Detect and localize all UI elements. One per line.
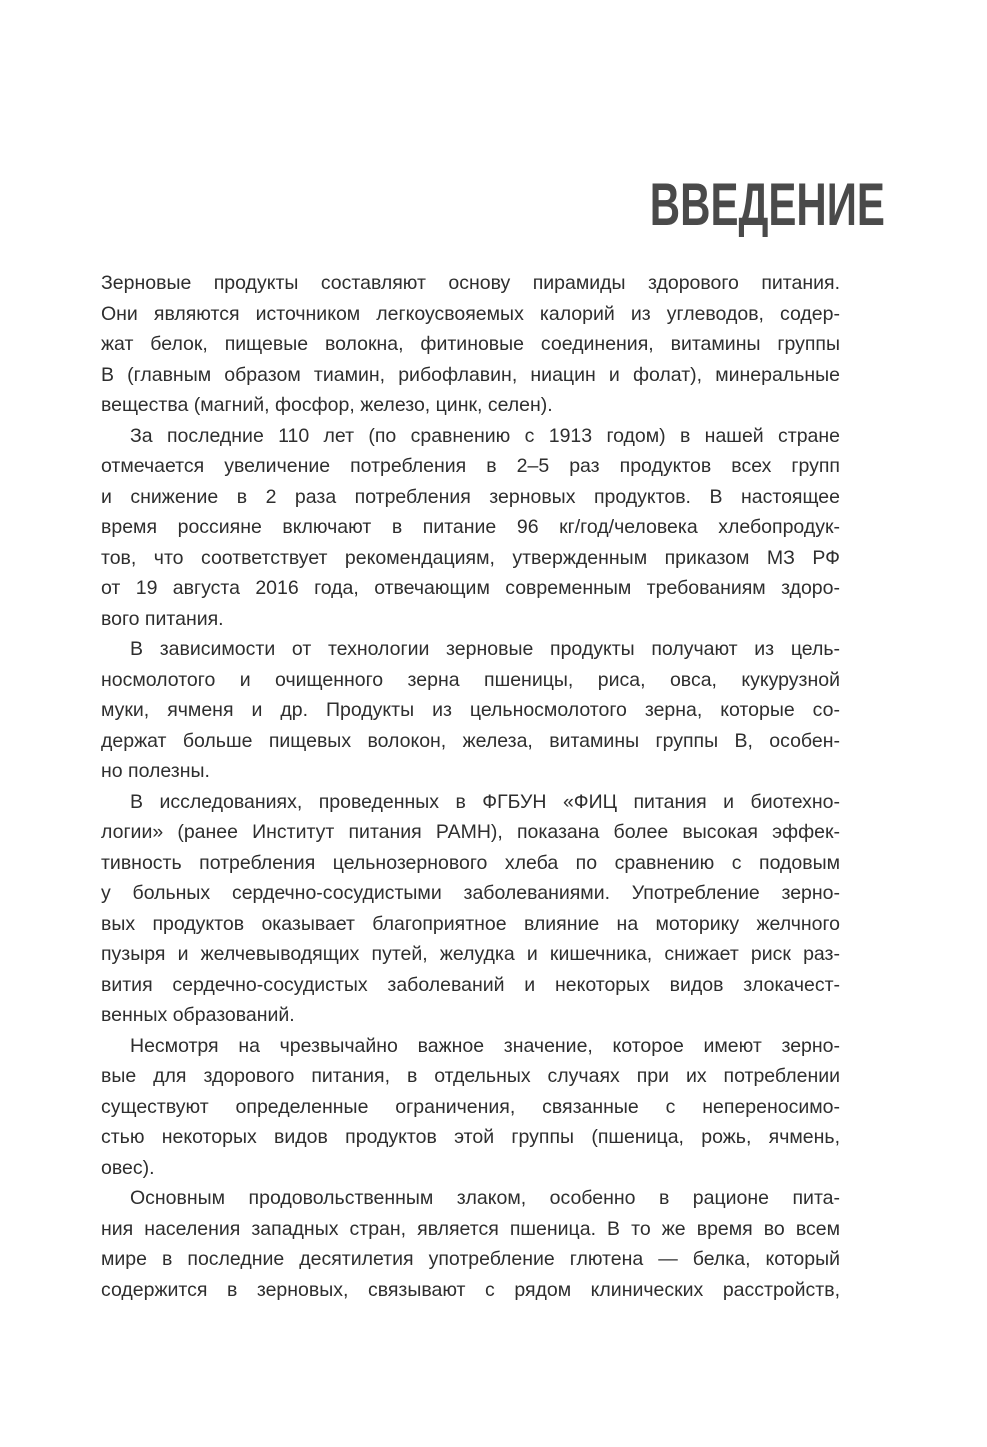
paragraph <box>101 1183 840 1305</box>
paragraph <box>101 787 840 1031</box>
text-line: время россияне включают в питание 96 кг/год/человека хлебопродук- <box>101 516 840 538</box>
text-line: венных образований. <box>101 1004 295 1026</box>
text-line: вития сердечно-сосудистых заболеваний и некоторых видов злокачест- <box>101 973 840 996</box>
text-line: Несмотря на чрезвычайно важное значение, которое имеют зерно- <box>130 1034 840 1057</box>
text-line: у больных сердечно-сосудистыми заболеваниями. Употребление зерно- <box>101 882 840 904</box>
chapter-title: ВВЕДЕНИЕ <box>649 171 885 238</box>
text-line: вых продуктов оказывает благоприятное влияние на моторику желчного <box>101 912 840 935</box>
text-line: и снижение в 2 раза потребления зерновых продуктов. В настоящее <box>101 485 840 508</box>
text-line: муки, ячменя и др. Продукты из цельносмолотого зерна, которые со- <box>101 699 840 721</box>
text-line: отмечается увеличение потребления в 2–5 раз продуктов всех групп <box>101 455 840 477</box>
text-line: овес). <box>101 1156 155 1179</box>
text-line: Основным продовольственным злаком, особенно в рационе пита- <box>130 1187 840 1209</box>
text-line: содержится в зерновых, связывают с рядом клинических расстройств, <box>101 1278 840 1301</box>
text-line: вого питания. <box>101 607 224 630</box>
paragraph <box>101 634 840 787</box>
text-line: За последние 110 лет (по сравнению с 1913 годом) в нашей стране <box>130 424 840 447</box>
paragraph <box>101 268 840 421</box>
text-line: вещества (магний, фосфор, железо, цинк, селен). <box>101 394 553 416</box>
text-line: Они являются источником легкоусвояемых калорий из углеводов, содер- <box>101 302 840 325</box>
text-line: вые для здорового питания, в отдельных случаях при их потреблении <box>101 1065 840 1087</box>
text-line: тов, что соответствует рекомендациям, утвержденным приказом МЗ РФ <box>101 546 840 569</box>
text-line: носмолотого и очищенного зерна пшеницы, риса, овса, кукурузной <box>101 668 840 691</box>
text-line: ния населения западных стран, является пшеница. В то же время во всем <box>101 1217 840 1240</box>
text-line: но полезны. <box>101 760 210 782</box>
text-line: В (главным образом тиамин, рибофлавин, ниацин и фолат), минеральные <box>101 363 840 386</box>
body-text <box>101 268 840 1305</box>
text-line: тивность потребления цельнозернового хлеба по сравнению с подовым <box>101 851 840 874</box>
paragraph <box>101 421 840 635</box>
text-line: держат больше пищевых волокон, железа, витамины группы В, особен- <box>101 729 840 752</box>
text-line: логии» (ранее Институт питания РАМН), показана более высокая эффек- <box>101 821 840 843</box>
text-line: стью некоторых видов продуктов этой группы (пшеница, рожь, ячмень, <box>101 1126 840 1148</box>
paragraph <box>101 1031 840 1184</box>
text-line: В зависимости от технологии зерновые продукты получают из цель- <box>130 638 840 660</box>
text-line: мире в последние десятилетия употребление глютена — белка, который <box>101 1248 840 1270</box>
text-line: существуют определенные ограничения, связанные с непереносимо- <box>101 1095 840 1118</box>
text-line: В исследованиях, проведенных в ФГБУН «ФИЦ питания и биотехно- <box>130 790 840 813</box>
text-line: от 19 августа 2016 года, отвечающим современным требованиям здоро- <box>101 577 840 599</box>
text-line: жат белок, пищевые волокна, фитиновые соединения, витамины группы <box>101 333 840 355</box>
text-line: Зерновые продукты составляют основу пирамиды здорового питания. <box>101 272 840 294</box>
text-line: пузыря и желчевыводящих путей, желудка и кишечника, снижает риск раз- <box>101 943 840 965</box>
